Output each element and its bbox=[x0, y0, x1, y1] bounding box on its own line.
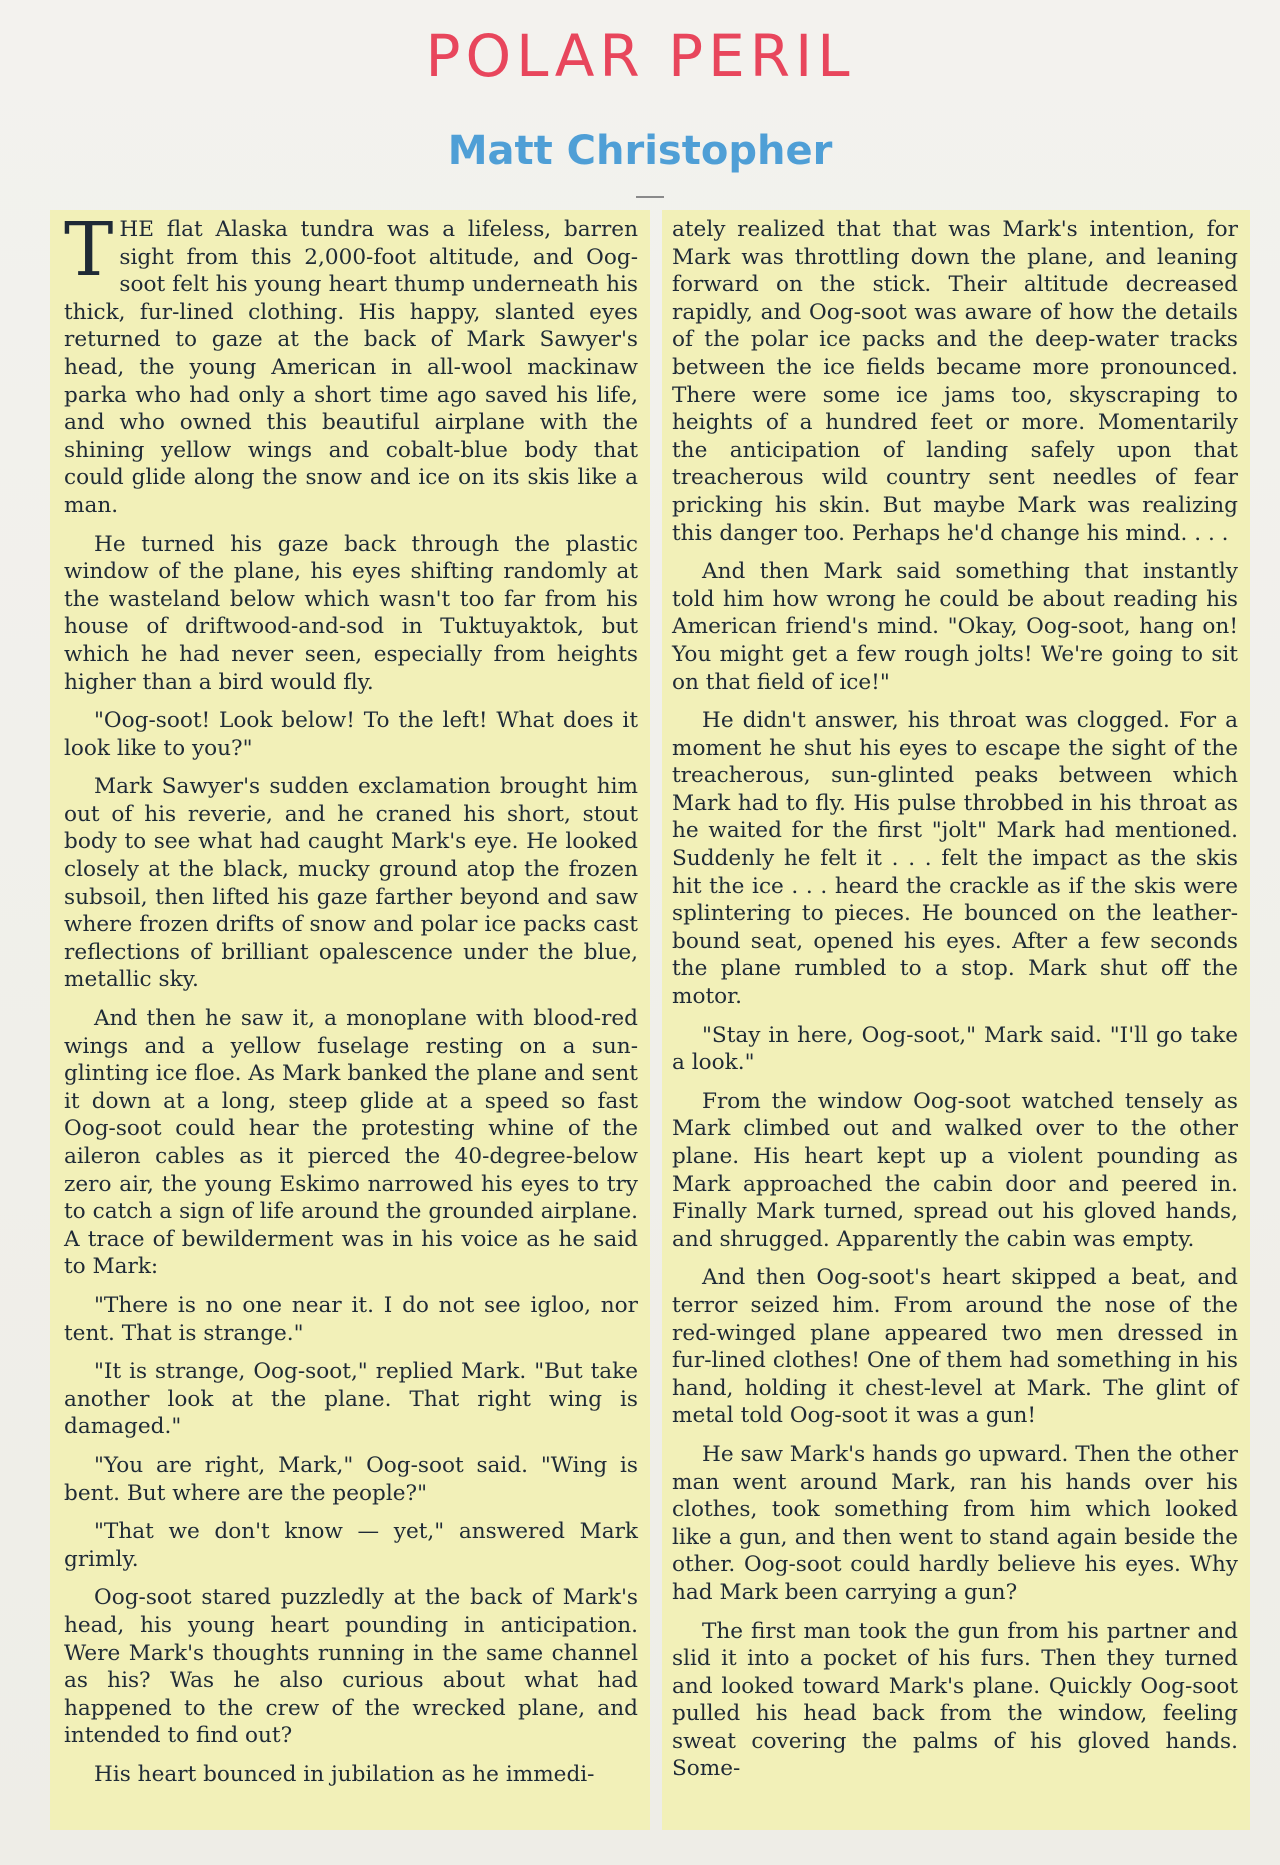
paragraph: He saw Mark's hands go upward. Then the other man went around Mark, ran his hands over his clothes, took something from him which looked like a gun, and then went to stand again beside the other. Oog-soot could hardly believe his eyes. Why had Mark been carrying a gun? bbox=[672, 1441, 1238, 1605]
paragraph: And then he saw it, a monoplane with blood-red wings and a yellow fuselage resting on a sun-glinting ice floe. As Mark banked the plane and sent it down at a long, steep glide at a speed so fast Oog-soot could hear the protesting whine of the aileron cables as it pierced the 40-degree-below zero air, the young Eskimo narrowed his eyes to try to catch a sign of life around the grounded airplane. A trace of bewilderment was in his voice as he said to Mark: bbox=[64, 1006, 638, 1280]
text-column-left bbox=[50, 210, 650, 1830]
paragraph: "It is strange, Oog-soot," replied Mark. "But take another look at the plane. That right wing is damaged." bbox=[64, 1359, 638, 1440]
paragraph: And then Oog-soot's heart skipped a beat, and terror seized him. From around the nose of the red-winged plane appeared two men dressed in fur-lined clothes! One of them had something in his hand, holding it chest-level at Mark. The glint of metal told Oog-soot it was a gun! bbox=[672, 1265, 1238, 1429]
paragraph: "That we don't know — yet," answered Mark grimly. bbox=[64, 1519, 638, 1572]
paragraph: Oog-soot stared puzzledly at the back of Mark's head, his young heart pounding in anticipation. Were Mark's thoughts running in the same channel as his? Was he also curious about what had happened to the crew of the wrecked plane, and intended to find out? bbox=[64, 1585, 638, 1749]
paragraph: From the window Oog-soot watched tensely as Mark climbed out and walked over to the other plane. His heart kept up a violent pounding as Mark approached the cabin door and peered in. Finally Mark turned, spread out his gloved hands, and shrugged. Apparently the cabin was empty. bbox=[672, 1088, 1238, 1252]
paragraph: His heart bounced in jubilation as he immedi- bbox=[94, 1761, 595, 1787]
paragraph: He didn't answer, his throat was clogged. For a moment he shut his eyes to escape the sight of the treacherous, sun-glinted peaks between which Mark had to fly. His pulse throbbed in his throat as he waited for the first "jolt" Mark had mentioned. Suddenly he felt it . . . felt the impact as the skis hit the ice . . . heard the crackle as if the skis were splintering to pieces. He bounced on the leather-bound seat, opened his eyes. After a few seconds the plane rumbled to a stop. Mark shut off the motor. bbox=[672, 708, 1238, 1010]
paragraph: ately realized that that was Mark's intention, for Mark was throttling down the plane, and leaning forward on the stick. Their altitude decreased rapidly, and Oog-soot was aware of how the details of the polar ice packs and the deep-water tracks between the ice fields became more pronounced. There were some ice jams too, skyscraping to heights of a hundred feet or more. Momentarily the anticipation of landing safely upon that treacherous wild country sent needles of fear pricking his skin. But maybe Mark was realizing this danger too. Perhaps he'd change his mind. . . . bbox=[672, 217, 1238, 546]
paragraph: "Oog-soot! Look below! To the left! What does it look like to you?" bbox=[64, 708, 638, 761]
paragraph-text: HE flat Alaska tundra was a lifeless, barren sight from this 2,000-foot altitude, and Oog-soot felt his young heart thump underneath his thick, fur-lined clothing. His happy, slanted eyes returned to gaze at the back of Mark Sawyer's head, the young American in all-wool mackinaw parka who had only a short time ago saved his life, and who owned this beautiful airplane with the shining yellow wings and cobalt-blue body that could glide along the snow and ice on its skis like a man. bbox=[64, 217, 638, 518]
paragraph: "You are right, Mark," Oog-soot said. "Wing is bent. But where are the people?" bbox=[64, 1452, 638, 1506]
paragraph: And then Mark said something that instantly told him how wrong he could be about reading his American friend's mind. "Okay, Oog-soot, hang on! You might get a few rough jolts! We're going to sit on that field of ice!" bbox=[672, 559, 1238, 695]
paragraph: "There is no one near it. I do not see igloo, nor tent. That is strange." bbox=[64, 1292, 638, 1346]
paragraph bbox=[64, 210, 638, 520]
drop-cap: T bbox=[64, 210, 114, 293]
author-name: Matt Christopher bbox=[447, 128, 833, 174]
title-divider bbox=[636, 196, 664, 198]
paragraph: Mark Sawyer's sudden exclamation brought him out of his reverie, and he craned his short, stout body to see what had caught Mark's eye. He looked closely at the black, mucky ground atop the frozen subsoil, then lifted his gaze farther beyond and saw where frozen drifts of snow and polar ice packs cast reflections of brilliant opalescence under the blue, metallic sky. bbox=[64, 774, 638, 993]
text-column-right bbox=[662, 210, 1250, 1830]
paragraph: He turned his gaze back through the plastic window of the plane, his eyes shifting randomly at the wasteland below which wasn't too far from his house of driftwood-and-sod in Tuktuyaktok, but which he had never seen, especially from heights higher than a bird would fly. bbox=[64, 531, 638, 695]
paragraph: The first man took the gun from his partner and slid it into a pocket of his furs. Then they turned and looked toward Mark's plane. Quickly Oog-soot pulled his head back from the window, feeling sweat covering the palms of his gloved hands. Some- bbox=[672, 1618, 1238, 1782]
story-title: POLAR PERIL bbox=[425, 22, 855, 90]
paragraph: "Stay in here, Oog-soot," Mark said. "I'll go take a look." bbox=[672, 1022, 1238, 1076]
